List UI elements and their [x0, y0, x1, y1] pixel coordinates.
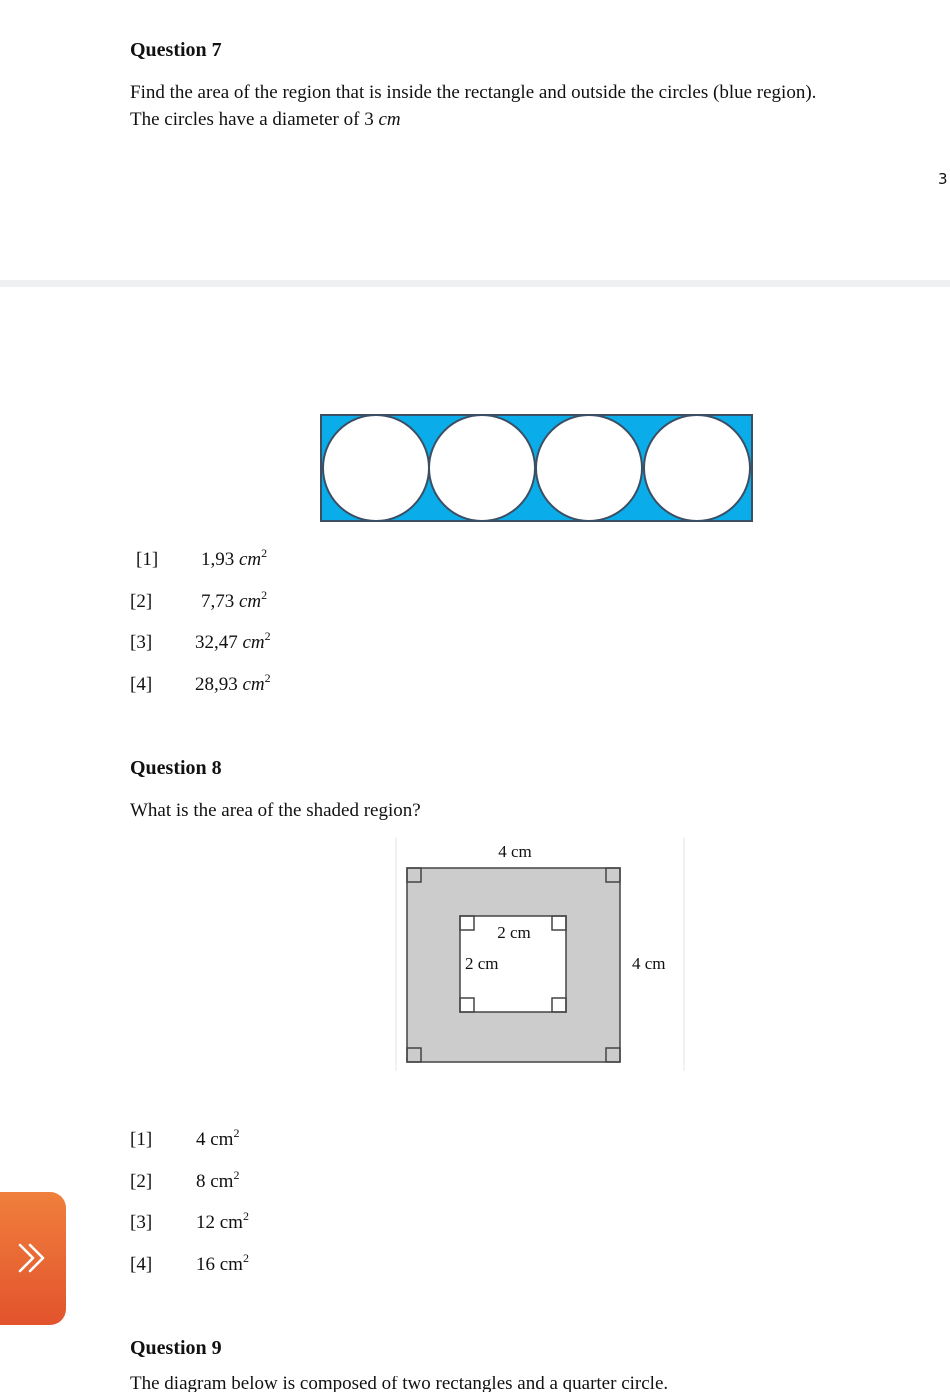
question-8-prompt: What is the area of the shaded region? [130, 800, 421, 821]
double-chevron-right-icon [14, 1240, 50, 1276]
circle-4 [644, 415, 750, 521]
circle-1 [323, 415, 429, 521]
circles-in-rectangle-figure [320, 414, 754, 524]
question-7-text [130, 79, 930, 133]
circle-3 [536, 415, 642, 521]
page-number: 3 [938, 170, 948, 188]
q8-option-4-number: [4] [130, 1254, 153, 1275]
q7-option-4-number: [4] [130, 674, 153, 695]
q8-option-2-number: [2] [130, 1171, 153, 1192]
circle-2 [429, 415, 535, 521]
label-inner-top: 2 cm [497, 923, 531, 942]
page-divider [0, 280, 950, 287]
q7-option-4-value: 28,93 $cm^2$ [195, 671, 271, 695]
q7-option-2-value: 7,73 $cm^2$ [201, 588, 268, 612]
q7-option-1-value: 1,93 $cm^2$ [201, 546, 268, 570]
q7-option-3-value: 32,47 $cm^2$ [195, 629, 271, 653]
label-outer-right: 4 cm [632, 954, 666, 973]
label-outer-top: 4 cm [498, 842, 532, 861]
q8-option-4-value: 16 $cm^2$ [196, 1251, 249, 1275]
q8-option-3-value: 12 $cm^2$ [196, 1209, 249, 1233]
shaded-square-figure [395, 837, 687, 1071]
q8-option-2-value: 8 $cm^2$ [196, 1168, 240, 1192]
question-9-title: Question 9 [130, 1337, 222, 1359]
question-8-title: Question 8 [130, 757, 222, 779]
q7-option-3-number: [3] [130, 632, 153, 653]
expand-side-panel-button[interactable] [0, 1192, 66, 1325]
q7-option-1-number: [1] [136, 549, 159, 570]
q8-option-1-number: [1] [130, 1129, 153, 1150]
label-inner-left: 2 cm [465, 954, 499, 973]
question-7-title: Question 7 [130, 39, 222, 61]
question-9-prompt-clip [0, 1376, 950, 1392]
q8-option-1-value: 4 $cm^2$ [196, 1126, 240, 1150]
q8-option-3-number: [3] [130, 1212, 153, 1233]
question-7-line-1: Find the area of the region that is inside the rectangle and outside the circles (blue region). [130, 82, 817, 103]
question-9-prompt: The diagram below is composed of two rectangles and a quarter circle. [130, 1376, 669, 1392]
question-7-line-2: The circles have a diameter of 3 cm [130, 109, 401, 130]
q7-option-2-number: [2] [130, 591, 153, 612]
